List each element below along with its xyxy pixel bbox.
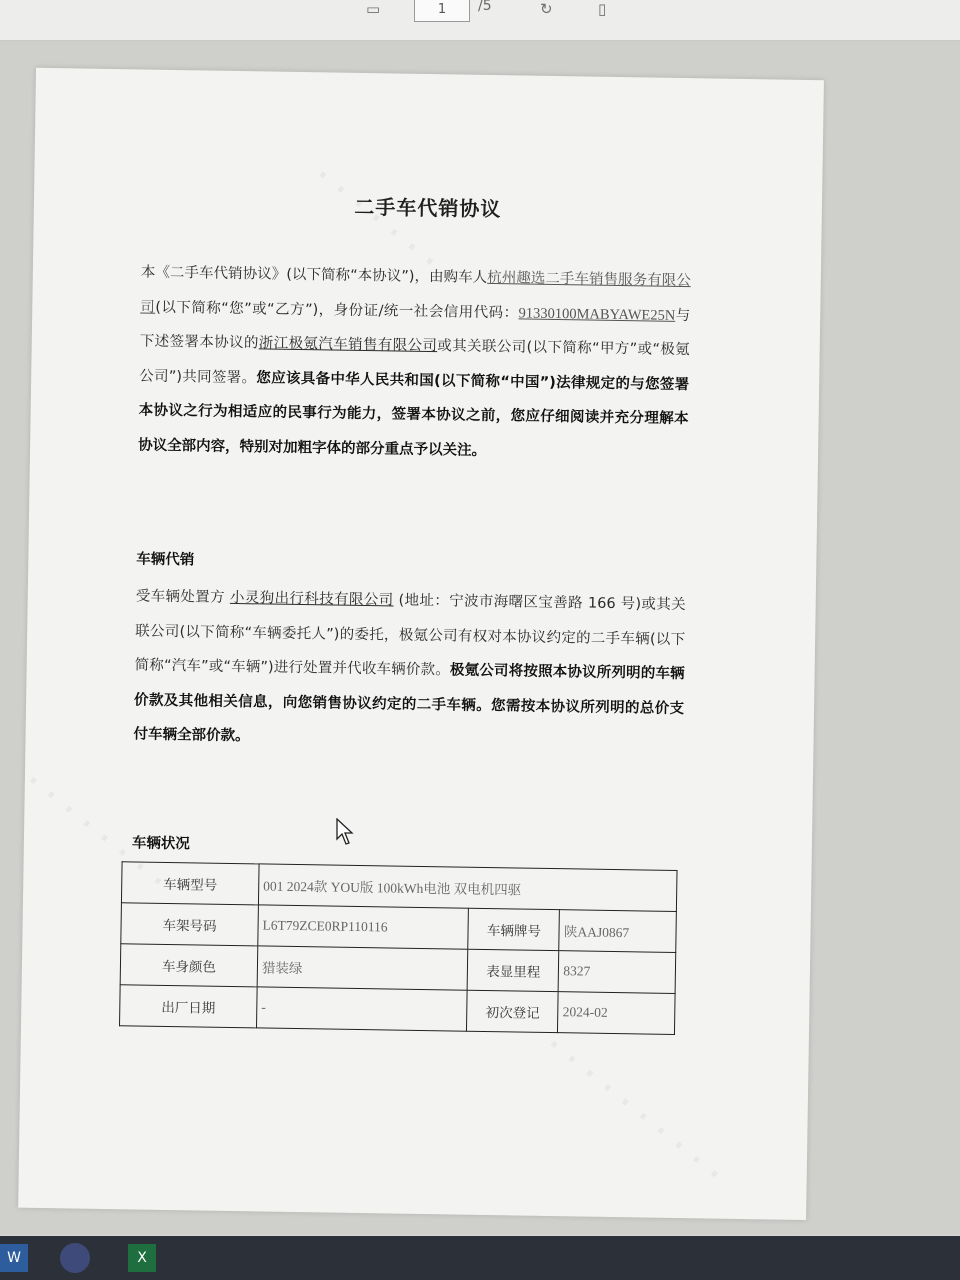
plate-value: 陕AAJ0867 xyxy=(559,910,676,953)
buyer-name: 杭州趣选二手车销售服务有限公司 xyxy=(140,269,691,316)
intro-text: (以下简称“您”或“乙方”)，身份证/统一社会信用代码： xyxy=(155,299,519,321)
register-label: 初次登记 xyxy=(467,990,559,1032)
consignment-text: (地址：宁波市海曙区宝善路 166 号)或其关联公司(以下简称“车辆委托人”)的委托，极氪公司有权对本协议约定的二手车辆(以下简称“汽车”或“车辆”)进行处置并代收车辆价款。 xyxy=(134,592,686,679)
credit-code: 91330100MABYAWE25N xyxy=(518,304,676,324)
section-heading-vehicle: 车辆状况 xyxy=(131,835,190,853)
consignment-paragraph xyxy=(133,579,686,760)
mouse-cursor-icon xyxy=(336,818,354,846)
word-app-icon[interactable]: W xyxy=(0,1244,28,1272)
taskbar xyxy=(0,1236,960,1280)
seller-name: 浙江极氪汽车销售有限公司 xyxy=(258,335,438,355)
color-label: 车身颜色 xyxy=(120,944,258,987)
page-number-input[interactable]: 1 xyxy=(414,0,470,22)
vin-label: 车架号码 xyxy=(121,903,259,946)
two-page-icon[interactable]: ▯ xyxy=(598,0,607,18)
viewer-toolbar xyxy=(0,0,960,41)
mileage-value: 8327 xyxy=(558,951,675,994)
consignment-bold-text: 极氪公司将按照本协议所列明的车辆价款及其他相关信息，向您销售协议约定的二手车辆。您需按本协议所列明的总价支付车辆全部价款。 xyxy=(133,662,685,745)
model-value: 001 2024款 YOU版 100kWh电池 双电机四驱 xyxy=(258,864,677,912)
document-page xyxy=(18,68,824,1220)
intro-text: 与下述签署本协议的 xyxy=(139,307,691,352)
section-heading-consignment: 车辆代销 xyxy=(136,551,195,569)
mileage-label: 表显里程 xyxy=(468,949,560,991)
watermark xyxy=(531,1020,737,1198)
browser-app-icon[interactable] xyxy=(60,1243,90,1273)
disposer-name: 小灵狗出行科技有限公司 xyxy=(229,589,394,609)
rotate-icon[interactable]: ↻ xyxy=(540,0,553,18)
vin-value: L6T79ZCE0RP110116 xyxy=(258,905,469,949)
save-icon[interactable]: ▭ xyxy=(366,0,381,18)
intro-paragraph xyxy=(138,255,691,471)
factory-date-value: - xyxy=(256,987,467,1031)
intro-text: 本《二手车代销协议》(以下简称“本协议”)，由购车人 xyxy=(140,264,488,286)
consignment-text: 受车辆处置方 xyxy=(135,588,226,606)
factory-date-label: 出厂日期 xyxy=(120,985,258,1028)
page-total: /5 xyxy=(478,0,492,14)
excel-app-icon[interactable]: X xyxy=(128,1244,156,1272)
plate-label: 车辆牌号 xyxy=(468,908,560,950)
model-label: 车辆型号 xyxy=(121,862,259,905)
vehicle-table xyxy=(119,861,678,1035)
intro-text: 或其关联公司(以下简称“甲方”或“极氪公司”)共同签署。 xyxy=(139,338,690,386)
color-value: 猎装绿 xyxy=(257,946,468,990)
intro-bold-text: 您应该具备中华人民共和国(以下简称“中国”)法律规定的与您签署本协议之行为相适应的民事行为能力，签署本协议之前，您应仔细阅读并充分理解本协议全部内容，特别对加粗字体的部分重点予以关注。 xyxy=(138,369,690,459)
document-title: 二手车代销协议 xyxy=(354,194,502,222)
register-value: 2024-02 xyxy=(558,992,675,1035)
table-row xyxy=(120,985,676,1035)
